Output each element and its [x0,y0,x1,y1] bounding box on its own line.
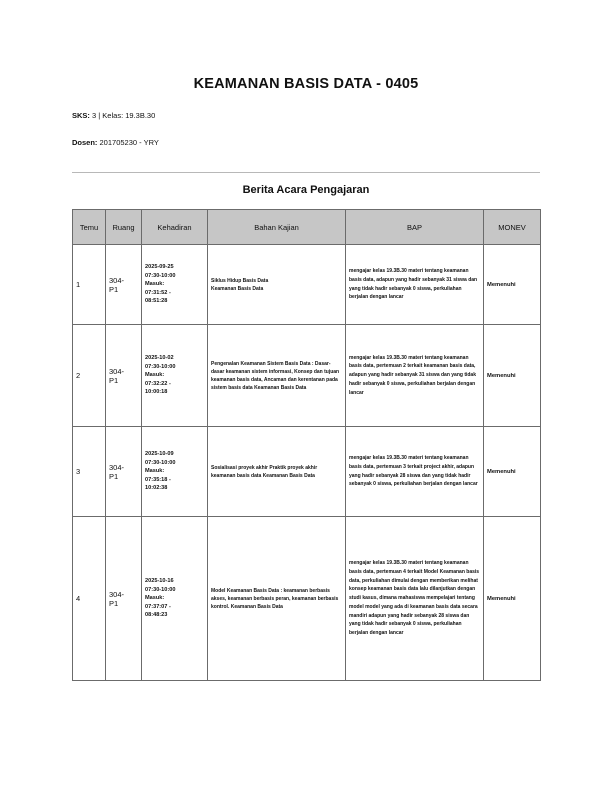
cell-kehadiran: 2025-10-16 07:30-10:00 Masuk: 07:37:07 - 08:48:23 [142,517,208,681]
cell-bap: mengajar kelas 19.3B.30 materi tentang keamanan basis data, pertemuan 2 terkait keamanan basis data, adapun yang hadir sebanyak 31 siswa dan yang tidak hadir sebanyak 0 siswa, perkuliahan berjalan dengan lancar [346,325,484,427]
cell-bahan-kajian: Siklus Hidup Basis Data Keamanan Basis Data [208,245,346,325]
table-header-row [73,210,541,245]
cell-ruang: 304- P1 [106,245,142,325]
cell-monev: Memenuhi [484,517,541,681]
cell-temu: 2 [73,325,106,427]
cell-monev: Memenuhi [484,427,541,517]
cell-bahan-kajian: Model Keamanan Basis Data : keamanan berbasis akses, keamanan berbasis peran, keamanan berbasis kontrol. Keamanan Basis Data [208,517,346,681]
cell-ruang: 304- P1 [106,427,142,517]
table-row [73,427,541,517]
cell-kehadiran: 2025-10-09 07:30-10:00 Masuk: 07:35:18 - 10:02:38 [142,427,208,517]
divider [72,172,540,173]
table-row [73,245,541,325]
cell-temu: 3 [73,427,106,517]
cell-bap: mengajar kelas 19.3B.30 materi tentang keamanan basis data, pertemuan 4 terkait Model Keamanan basis data, perkuliahan dimulai dengan memberikan melihat konsep keamanan basis data lalu dilanjutkan dengan studi kasus, dimana mahasiswa mempelajari tentang model model yang ada di keamanan basis data secara mandiri adapun yang hadir sebanyak 28 siswa dan yang tidak hadir sebanyak 0 siswa, perkuliahan berjalan dengan lancar [346,517,484,681]
cell-bahan-kajian: Pengenalan Keamanan Sistem Basis Data : Dasar-dasar keamanan sistem informasi, Konsep dan tujuan keamanan basis data, Ancaman dan kerentanan pada sistem basis data Keamanan Basis Data [208,325,346,427]
page-title: KEAMANAN BASIS DATA - 0405 [193,76,419,92]
dosen-line [72,138,159,147]
header-ruang: Ruang [106,210,142,245]
header-bahan-kajian: Bahan Kajian [208,210,346,245]
sks-value: 3 | Kelas: 19.3B.30 [92,111,156,120]
cell-bap: mengajar kelas 19.3B.30 materi tentang keamanan basis data, adapun yang hadir sebanyak 31 siswa dan yang tidak hadir sebanyak 0 siswa, perkuliahan berjalan dengan lancar [346,245,484,325]
cell-bahan-kajian: Sosialisasi proyek akhir Praktik proyek akhir keamanan basis data Keamanan Basis Data [208,427,346,517]
table-row [73,517,541,681]
section-title: Berita Acara Pengajaran [242,184,370,196]
bap-table [72,209,541,681]
table-row [73,325,541,427]
header-bap: BAP [346,210,484,245]
header-kehadiran: Kehadiran [142,210,208,245]
cell-bap: mengajar kelas 19.3B.30 materi tentang keamanan basis data, pertemuan 3 terkait project akhir, adapun yang hadir sebanyak 28 siswa dan yang tidak hadir sebanyak 0 siswa, perkuliahan berjalan dengan lancar [346,427,484,517]
dosen-value: 201705230 - YRY [99,138,159,147]
cell-temu: 1 [73,245,106,325]
cell-monev: Memenuhi [484,325,541,427]
cell-kehadiran: 2025-09-25 07:30-10:00 Masuk: 07:31:52 - 08:51:28 [142,245,208,325]
header-temu: Temu [73,210,106,245]
sks-line [72,111,155,120]
dosen-label: Dosen: [72,138,98,147]
cell-ruang: 304- P1 [106,517,142,681]
cell-monev: Memenuhi [484,245,541,325]
cell-kehadiran: 2025-10-02 07:30-10:00 Masuk: 07:32:22 - 10:00:18 [142,325,208,427]
cell-temu: 4 [73,517,106,681]
header-monev: MONEV [484,210,541,245]
cell-ruang: 304- P1 [106,325,142,427]
sks-label: SKS: [72,111,90,120]
